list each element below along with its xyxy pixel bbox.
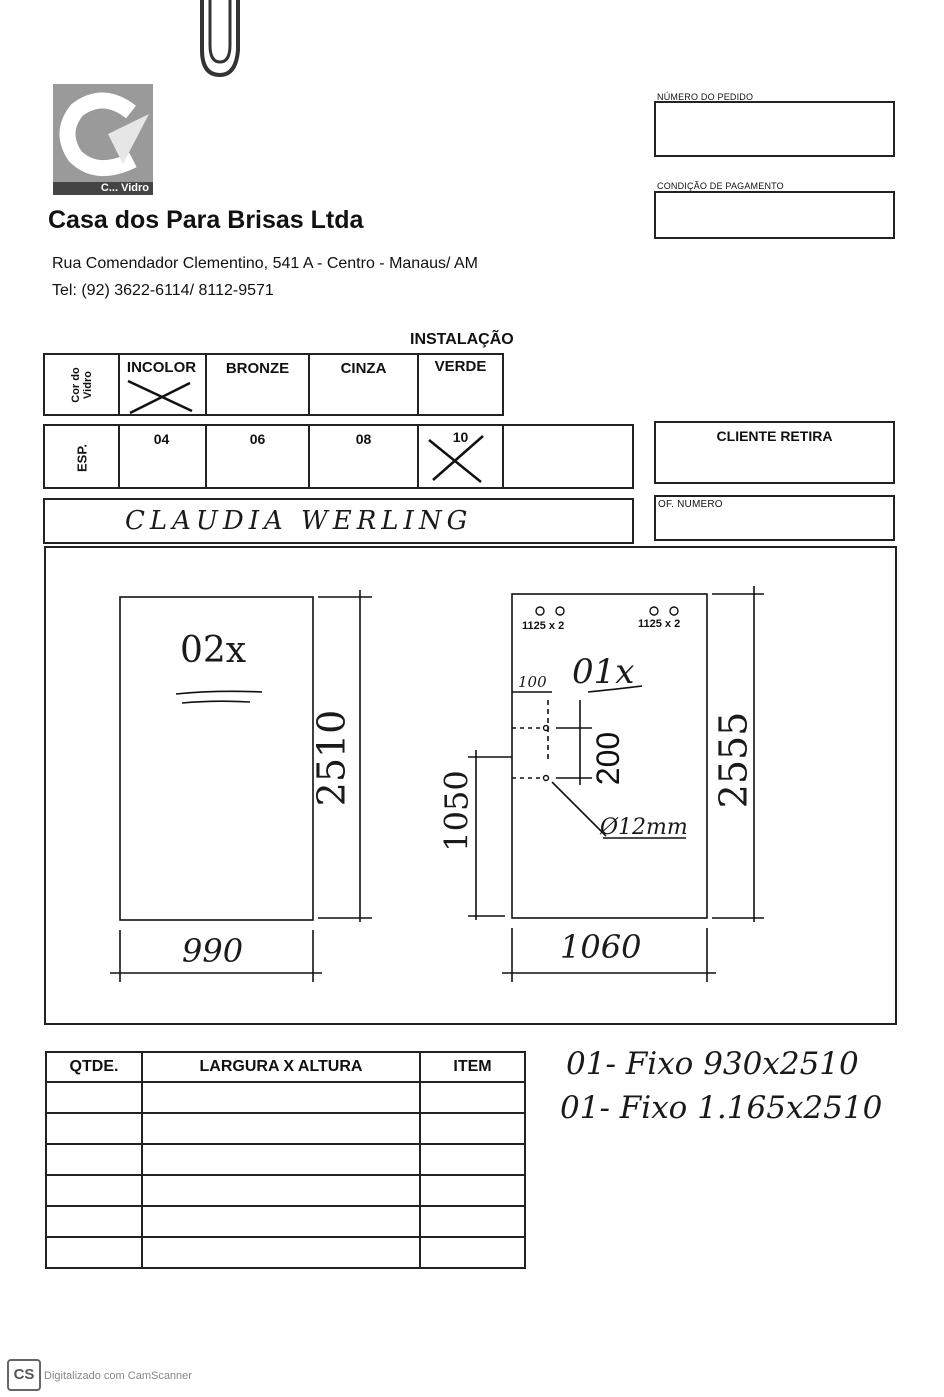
hole-offset: 100 [518,673,547,691]
company-phone: Tel: (92) 3622-6114/ 8112-9571 [52,282,274,299]
thickness-row-label: ESP. [45,426,120,487]
camscanner-badge: CS [7,1359,41,1391]
camscanner-text: Digitalizado com CamScanner [44,1370,192,1382]
client-pickup-field[interactable]: CLIENTE RETIRA [654,421,895,484]
thickness-option-10[interactable]: 10 [419,426,504,487]
payment-condition-label: CONDIÇÃO DE PAGAMENTO [657,181,784,191]
right-panel-qty: 01x [572,652,635,692]
of-number-field[interactable]: OF. NUMERO [654,495,895,541]
client-name: CLAUDIA WERLING [125,506,473,536]
color-option-bronze[interactable]: BRONZE [207,355,310,414]
hole-height: 1050 [437,770,476,852]
note-line-2: 01- Fixo 1.165x2510 [560,1090,883,1126]
color-option-verde[interactable]: VERDE [434,358,487,375]
table-row[interactable] [46,1206,525,1237]
right-panel-width: 1060 [560,928,642,966]
glass-color-row-label: Cor do Vidro [45,355,120,414]
table-row[interactable] [46,1237,525,1268]
table-row[interactable] [46,1144,525,1175]
table-row[interactable] [46,1082,525,1113]
left-panel-height: 2510 [309,709,354,807]
column-qty: QTDE. [46,1052,142,1082]
right-panel-height: 2555 [711,711,756,809]
installation-label: INSTALAÇÃO [410,331,514,348]
hole-diameter: Ø12mm [600,815,688,840]
color-option-incolor[interactable]: INCOLOR [118,355,207,414]
logo-text: C... Vidro [53,182,153,195]
company-address: Rua Comendador Clementino, 541 A - Centro - Manaus/ AM [52,255,478,272]
left-panel-width: 990 [182,932,244,970]
column-dimensions: LARGURA X ALTURA [142,1052,420,1082]
column-item: ITEM [420,1052,525,1082]
left-panel-qty: 02x [180,630,247,671]
note-line-1: 01- Fixo 930x2510 [566,1046,859,1082]
items-table-header [46,1052,525,1082]
table-row[interactable] [46,1175,525,1206]
order-number-label: NÚMERO DO PEDIDO [657,92,754,102]
company-name: Casa dos Para Brisas Ltda [48,206,364,234]
thickness-option-06[interactable]: 06 [207,426,310,487]
table-row[interactable] [46,1113,525,1144]
hole-label-2: 1125 x 2 [638,618,681,630]
thickness-option-04[interactable]: 04 [118,426,207,487]
hole-spacing: 200 [590,731,627,786]
items-table [45,1051,526,1269]
color-option-cinza[interactable]: CINZA [310,355,419,414]
thickness-option-08[interactable]: 08 [310,426,419,487]
hole-label-1: 1125 x 2 [522,620,565,632]
